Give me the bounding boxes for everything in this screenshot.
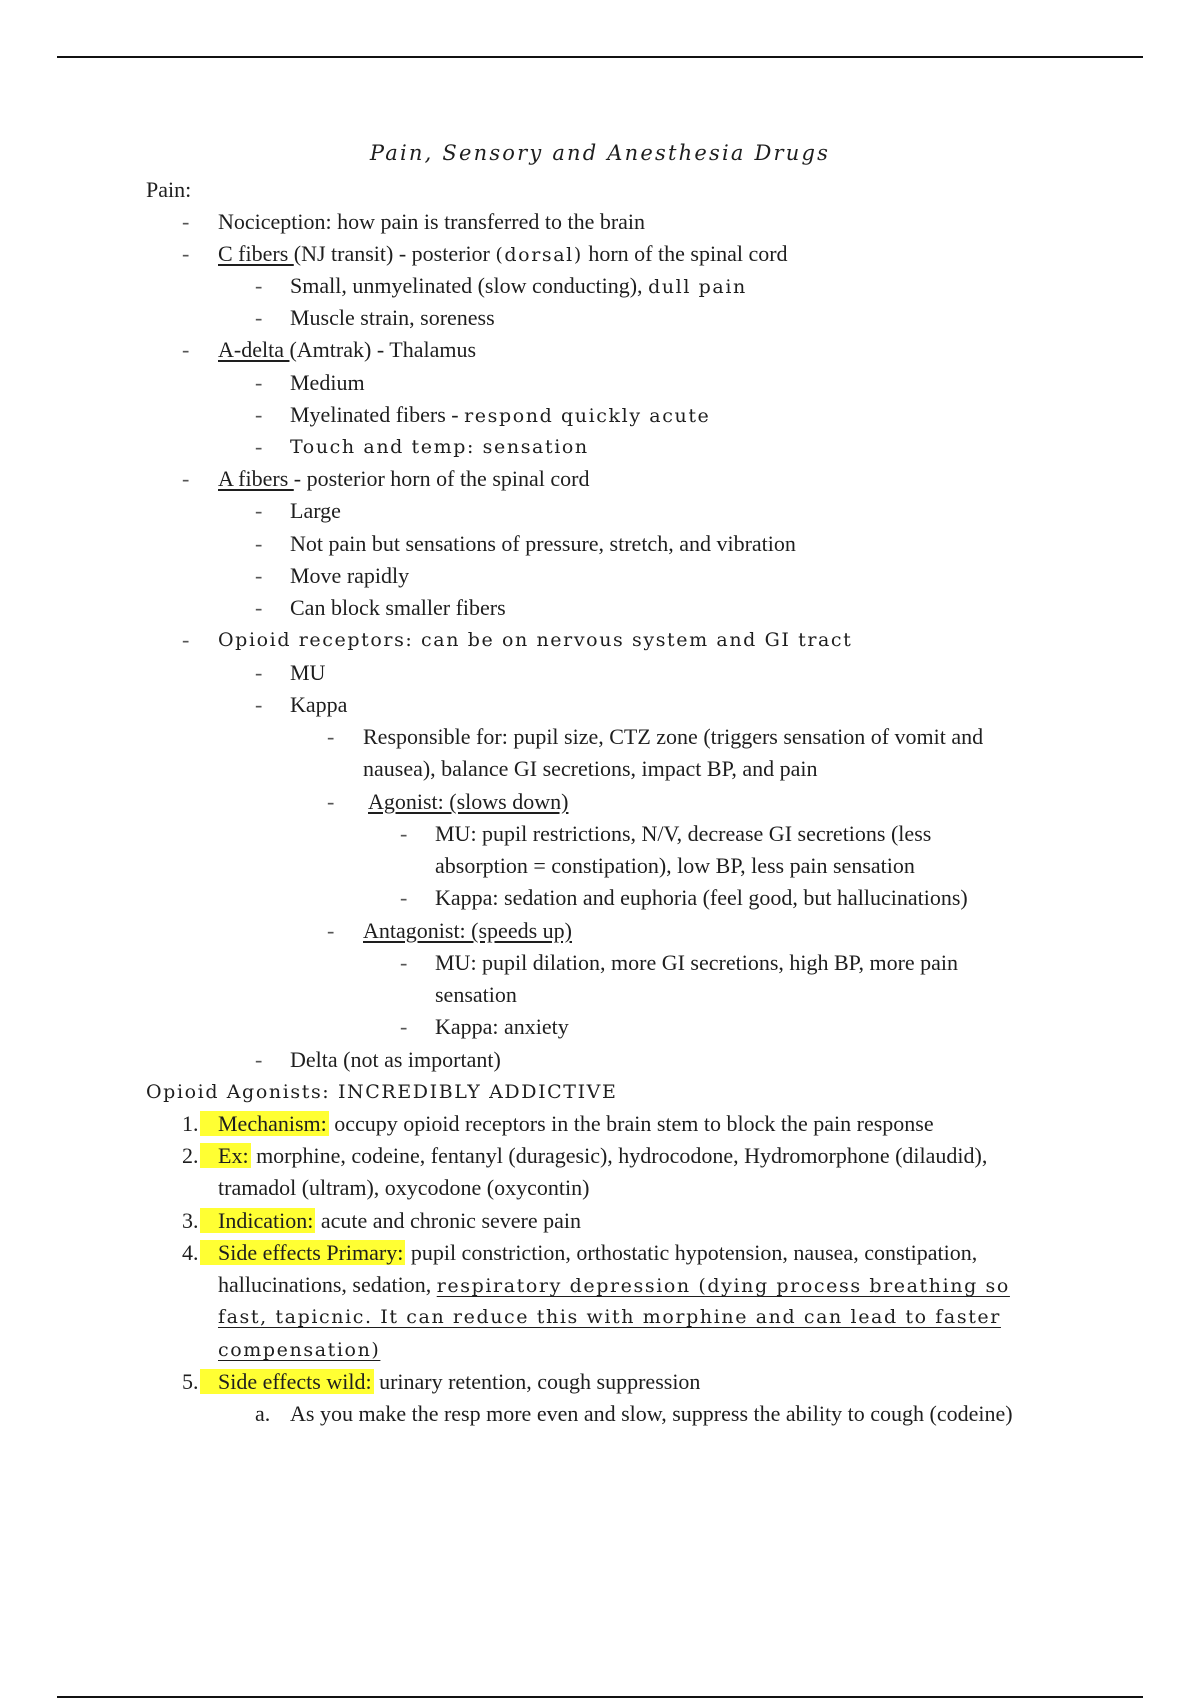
receptor-delta: Delta (not as important)	[290, 1047, 501, 1072]
indication-key: Indication:	[200, 1208, 315, 1233]
opioid-agonists-heading: Opioid Agonists: INCREDIBLY ADDICTIVE	[146, 1081, 618, 1103]
bottom-rule	[57, 1696, 1143, 1698]
bullet-dash: -	[182, 337, 190, 362]
side-effects-primary-key: Side effects Primary:	[200, 1240, 405, 1265]
bullet-dash: -	[255, 563, 263, 588]
bullet-dash: -	[182, 209, 190, 234]
bullet-dash: -	[400, 950, 408, 975]
opioid-receptors-item: Opioid receptors: can be on nervous system and GI tract	[218, 629, 853, 651]
c-fibers-small: Small, unmyelinated (slow conducting), dull pain	[290, 273, 747, 298]
bullet-dash: -	[255, 595, 263, 620]
list-number: 1.	[182, 1111, 199, 1136]
bullet-dash: -	[182, 466, 190, 491]
side-effects-primary-item: Side effects Primary: pupil constriction, orthostatic hypotension, nausea, constipation,	[200, 1240, 977, 1266]
receptor-kappa: Kappa	[290, 692, 348, 717]
a-fibers-not-pain: Not pain but sensations of pressure, stretch, and vibration	[290, 531, 796, 556]
a-fibers-move: Move rapidly	[290, 563, 410, 588]
a-fibers-label: A fibers	[218, 466, 294, 491]
bullet-dash: -	[255, 660, 263, 685]
examples-line-2: tramadol (ultram), oxycodone (oxycontin)	[218, 1175, 590, 1200]
agonist-kappa: Kappa: sedation and euphoria (feel good, but hallucinations)	[435, 885, 968, 910]
list-number: 4.	[182, 1240, 199, 1265]
bullet-dash: -	[327, 724, 335, 749]
a-fibers-large: Large	[290, 498, 341, 523]
a-delta-myelinated: Myelinated fibers - respond quickly acute	[290, 402, 711, 427]
antagonist-mu-line-1: MU: pupil dilation, more GI secretions, high BP, more pain	[435, 950, 959, 975]
list-number: 3.	[182, 1208, 199, 1233]
a-delta-touch: Touch and temp: sensation	[290, 436, 589, 458]
examples-key: Ex:	[200, 1143, 251, 1168]
bullet-dash: -	[327, 789, 335, 814]
agonist-mu-line-2: absorption = constipation), low BP, less pain sensation	[435, 853, 915, 878]
page-title: Pain, Sensory and Anesthesia Drugs	[369, 141, 831, 165]
respiratory-depression-note: respiratory depression (dying process breathing so	[436, 1275, 1010, 1297]
bullet-dash: -	[400, 885, 408, 910]
a-delta-label: A-delta	[218, 337, 290, 362]
antagonist-mu-line-2: sensation	[435, 982, 517, 1007]
bullet-dash: -	[255, 531, 263, 556]
list-number: 2.	[182, 1143, 199, 1168]
mechanism-key: Mechanism:	[200, 1111, 329, 1136]
bullet-dash: -	[255, 498, 263, 523]
bullet-dash: -	[182, 241, 190, 266]
a-delta-medium: Medium	[290, 370, 365, 395]
agonist-mu-line-1: MU: pupil restrictions, N/V, decrease GI secretions (less	[435, 821, 932, 846]
respiratory-depression-note-2: fast, tapicnic. It can reduce this with morphine and can lead to faster	[218, 1306, 1001, 1328]
cough-suppression-note: As you make the resp more even and slow, suppress the ability to cough (codeine)	[290, 1401, 1013, 1426]
list-number: 5.	[182, 1369, 199, 1394]
c-fibers-muscle: Muscle strain, soreness	[290, 305, 495, 330]
side-effects-wild-item: Side effects wild: urinary retention, cough suppression	[200, 1369, 700, 1395]
bullet-dash: -	[255, 273, 263, 298]
c-fibers-label: C fibers	[218, 241, 294, 266]
antagonist-heading: Antagonist: (speeds up)	[363, 918, 572, 943]
bullet-dash: -	[255, 305, 263, 330]
bullet-dash: -	[255, 434, 263, 459]
pain-heading: Pain:	[146, 177, 192, 202]
sub-list-letter: a.	[255, 1401, 271, 1426]
top-rule	[57, 56, 1143, 58]
bullet-dash: -	[255, 692, 263, 717]
examples-item: Ex: morphine, codeine, fentanyl (duragesic), hydrocodone, Hydromorphone (dilaudid),	[200, 1143, 987, 1169]
indication-item: Indication: acute and chronic severe pain	[200, 1208, 581, 1234]
agonist-heading: Agonist: (slows down)	[368, 789, 569, 814]
nociception-item: Nociception: how pain is transferred to the brain	[218, 209, 646, 234]
side-effects-primary-line-2: hallucinations, sedation, respiratory depression (dying process breathing so	[218, 1272, 1010, 1297]
c-fibers-item: C fibers (NJ transit) - posterior (dorsal) horn of the spinal cord	[218, 241, 788, 266]
a-fibers-item: A fibers - posterior horn of the spinal cord	[218, 466, 590, 491]
bullet-dash: -	[327, 918, 335, 943]
responsible-line-2: nausea), balance GI secretions, impact BP, and pain	[363, 756, 818, 781]
antagonist-kappa: Kappa: anxiety	[435, 1014, 569, 1039]
receptor-mu: MU	[290, 660, 326, 685]
respiratory-depression-note-3: compensation)	[218, 1339, 381, 1361]
bullet-dash: -	[400, 821, 408, 846]
mechanism-item: Mechanism: occupy opioid receptors in the brain stem to block the pain response	[200, 1111, 934, 1137]
side-effects-wild-key: Side effects wild:	[200, 1369, 374, 1394]
bullet-dash: -	[255, 370, 263, 395]
bullet-dash: -	[255, 402, 263, 427]
a-fibers-block: Can block smaller fibers	[290, 595, 506, 620]
bullet-dash: -	[400, 1014, 408, 1039]
bullet-dash: -	[255, 1047, 263, 1072]
responsible-line-1: Responsible for: pupil size, CTZ zone (triggers sensation of vomit and	[363, 724, 984, 749]
a-delta-item: A-delta (Amtrak) - Thalamus	[218, 337, 477, 362]
bullet-dash: -	[182, 627, 190, 652]
